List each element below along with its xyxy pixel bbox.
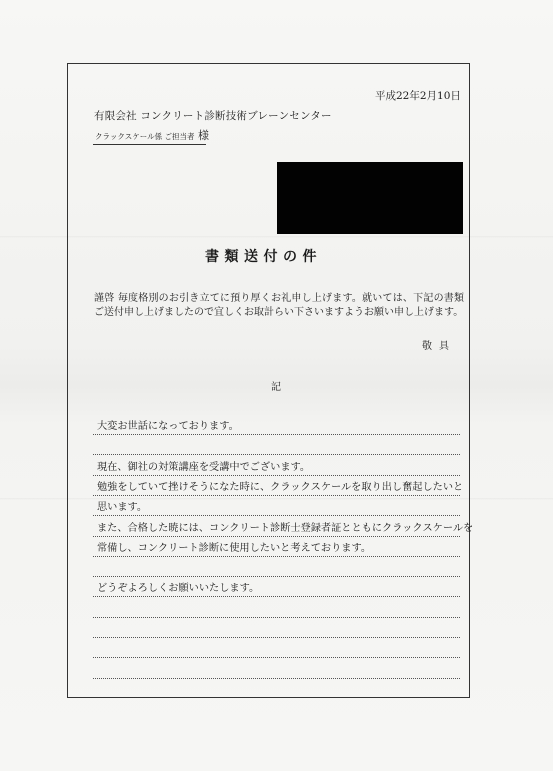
message-line: 現在、御社の対策講座を受講中でございます。: [97, 461, 311, 473]
recipient-department: クラックスケール係 ご担当者: [95, 132, 195, 141]
ruled-line: [93, 536, 460, 537]
ruled-line: [93, 475, 460, 476]
company-name: 有限会社 コンクリート診断技術ブレーンセンター: [94, 110, 332, 122]
letter-body: 謹啓 毎度格別のお引き立てに預り厚くお礼申し上げます。就いては、下記の書類ご送付申し上げましたので宜しくお取計らい下さいますようお願い申し上げます。: [94, 293, 464, 318]
ruled-line: [93, 515, 460, 516]
ruled-line: [93, 556, 460, 557]
message-line: 思います。: [97, 502, 148, 514]
ruled-line: [93, 454, 460, 455]
message-line: また、合格した暁には、コンクリート診断士登録者証とともにクラックスケールを: [97, 522, 474, 534]
letter-heading: 書類送付の件: [205, 249, 322, 265]
message-line: 常備し、コンクリート診断に使用したいと考えております。: [97, 542, 372, 554]
message-line: 勉強をしていて挫けそうになた時に、クラックスケールを取り出し奮起したいと: [97, 481, 464, 493]
recipient-block: [93, 128, 209, 145]
message-line: どうぞよろしくお願いいたします。: [97, 583, 260, 595]
ruled-line: [93, 617, 460, 618]
ruled-line: [93, 637, 460, 638]
ruled-line: [93, 495, 460, 496]
message-line: 大変お世話になっております。: [97, 421, 239, 432]
ruled-line: [93, 596, 460, 597]
letter-date: 平成22年2月10日: [375, 90, 461, 102]
ruled-line: [93, 576, 460, 577]
ruled-line: [93, 434, 460, 435]
ruled-line: [93, 678, 460, 679]
recipient-honorific: 様: [198, 129, 209, 142]
letter-frame: [67, 63, 470, 698]
redaction-block: [277, 162, 463, 234]
closing-keigu: 敬具: [422, 341, 456, 352]
ruled-line: [93, 657, 460, 658]
ki-marker: 記: [271, 382, 281, 393]
